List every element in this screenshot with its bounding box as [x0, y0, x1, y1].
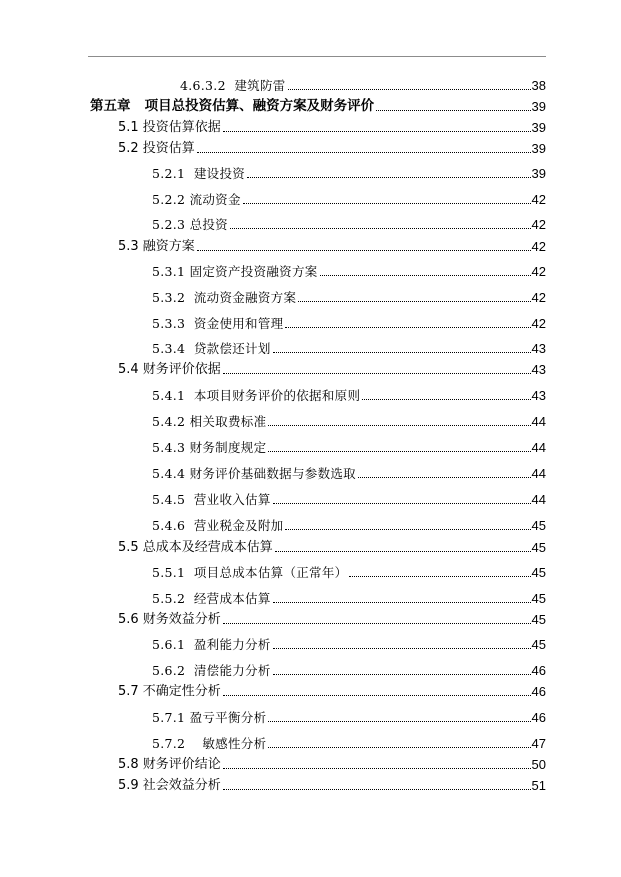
header-rule [88, 56, 546, 57]
toc-entry-page: 39 [531, 99, 546, 114]
toc-entry-page: 39 [531, 166, 546, 181]
toc-entry[interactable] [118, 754, 546, 772]
dot-leader [223, 789, 531, 790]
toc-entry-label: 5.6.2 清偿能力分析 [152, 663, 271, 678]
toc-entry[interactable] [152, 189, 546, 207]
toc-entry-label: 5.2.2 流动资金 [152, 192, 241, 207]
toc-entry[interactable] [152, 588, 546, 606]
toc-entry-page: 46 [531, 684, 546, 699]
dot-leader [273, 352, 531, 353]
toc-entry[interactable] [118, 236, 546, 254]
toc-entry-label: 5.3.4 贷款偿还计划 [152, 341, 271, 356]
toc-entry-label: 5.4 财务评价依据 [118, 362, 221, 377]
toc-entry[interactable] [152, 261, 546, 279]
toc-entry[interactable] [152, 437, 546, 455]
toc-entry-page: 45 [531, 540, 546, 555]
toc-entry[interactable] [152, 313, 546, 331]
dot-leader [223, 131, 531, 132]
toc-entry[interactable] [152, 287, 546, 305]
toc-entry-label: 5.4.2 相关取费标准 [152, 414, 267, 429]
toc-entry-page: 44 [531, 414, 546, 429]
toc-entry-label: 5.2.3 总投资 [152, 217, 228, 232]
toc-entry-label: 5.3.1 固定资产投资融资方案 [152, 264, 318, 279]
toc-entry-page: 45 [531, 591, 546, 606]
dot-leader [268, 747, 530, 748]
toc-entry[interactable] [118, 775, 546, 793]
dot-leader [298, 301, 530, 302]
toc-entry[interactable] [152, 489, 546, 507]
toc-entry-label: 5.2.1 建设投资 [152, 166, 246, 181]
dot-leader [273, 648, 531, 649]
toc-entry-label: 5.6 财务效益分析 [118, 612, 221, 627]
dot-leader [268, 721, 530, 722]
toc-entry-page: 46 [531, 710, 546, 725]
toc-entry[interactable] [152, 214, 546, 232]
toc-entry-label: 5.3 融资方案 [118, 239, 195, 254]
toc-entry-page: 42 [531, 264, 546, 279]
toc-entry[interactable] [118, 681, 546, 699]
toc-entry-page: 42 [531, 217, 546, 232]
dot-leader [197, 250, 531, 251]
toc-entry-label: 5.3.3 资金使用和管理 [152, 316, 284, 331]
dot-leader [268, 425, 530, 426]
toc-entry-page: 50 [531, 757, 546, 772]
toc-entry-page: 44 [531, 492, 546, 507]
toc-entry-page: 43 [531, 362, 546, 377]
toc-entry-page: 51 [531, 778, 546, 793]
toc-entry-page: 43 [531, 341, 546, 356]
dot-leader [223, 623, 531, 624]
toc-entry-label: 5.5.2 经营成本估算 [152, 591, 271, 606]
dot-leader [358, 477, 531, 478]
toc-entry-label: 5.7 不确定性分析 [118, 684, 221, 699]
toc-entry-page: 46 [531, 663, 546, 678]
toc-entry-label: 5.4.1 本项目财务评价的依据和原则 [152, 388, 361, 403]
dot-leader [268, 451, 530, 452]
toc-entry-label: 5.6.1 盈利能力分析 [152, 637, 271, 652]
toc-entry-label: 5.5 总成本及经营成本估算 [118, 540, 273, 555]
toc-entry-page: 39 [531, 141, 546, 156]
toc-entry[interactable] [152, 385, 546, 403]
toc-entry[interactable] [118, 138, 546, 156]
toc-entry[interactable] [152, 707, 546, 725]
toc-entry-page: 45 [531, 565, 546, 580]
toc-entry-label: 第五章 项目总投资估算、融资方案及财务评价 [90, 98, 375, 114]
dot-leader [362, 399, 530, 400]
toc-entry-label: 5.4.5 营业收入估算 [152, 492, 271, 507]
toc-entry[interactable] [152, 562, 546, 580]
toc-entry-page: 42 [531, 192, 546, 207]
dot-leader [243, 203, 531, 204]
toc-entry-label: 5.4.3 财务制度规定 [152, 440, 267, 455]
toc-entry-page: 45 [531, 637, 546, 652]
toc-entry-label: 5.9 社会效益分析 [118, 778, 221, 793]
dot-leader [285, 529, 530, 530]
toc-entry[interactable] [152, 163, 546, 181]
toc-entry[interactable] [118, 359, 546, 377]
toc-entry-label: 5.5.1 项目总成本估算（正常年） [152, 565, 348, 580]
dot-leader [285, 327, 530, 328]
toc-entry-page: 39 [531, 120, 546, 135]
toc-entry[interactable] [152, 660, 546, 678]
toc-entry-page: 42 [531, 316, 546, 331]
toc-entry-label: 5.8 财务评价结论 [118, 757, 221, 772]
toc-entry-page: 43 [531, 388, 546, 403]
dot-leader [376, 110, 530, 111]
dot-leader [230, 228, 531, 229]
toc-entry-label: 5.3.2 流动资金融资方案 [152, 290, 297, 305]
dot-leader [273, 503, 531, 504]
toc-entry-page: 38 [531, 78, 546, 93]
toc-entry-page: 47 [531, 736, 546, 751]
dot-leader [275, 551, 531, 552]
toc-entry-page: 42 [531, 239, 546, 254]
toc-entry-page: 45 [531, 518, 546, 533]
toc-entry[interactable] [152, 733, 546, 751]
dot-leader [197, 152, 531, 153]
toc-entry[interactable] [180, 75, 546, 93]
toc-entry[interactable] [118, 117, 546, 135]
dot-leader [223, 373, 531, 374]
dot-leader [273, 602, 531, 603]
toc-entry-label: 5.1 投资估算依据 [118, 120, 221, 135]
toc-chapter[interactable] [90, 96, 546, 114]
dot-leader [223, 768, 531, 769]
toc-entry[interactable] [152, 411, 546, 429]
toc-entry[interactable] [118, 609, 546, 627]
dot-leader [223, 695, 531, 696]
dot-leader [247, 177, 530, 178]
toc-entry-label: 5.7.2 敏感性分析 [152, 736, 267, 751]
toc-entry[interactable] [152, 515, 546, 533]
dot-leader [273, 674, 531, 675]
toc-entry-label: 5.2 投资估算 [118, 141, 195, 156]
toc-entry-label: 4.6.3.2 建筑防雷 [180, 78, 286, 93]
dot-leader [320, 275, 531, 276]
toc-entry-page: 44 [531, 440, 546, 455]
toc-entry-page: 42 [531, 290, 546, 305]
toc-entry[interactable] [152, 338, 546, 356]
toc-entry[interactable] [152, 634, 546, 652]
toc-entry-label: 5.7.1 盈亏平衡分析 [152, 710, 267, 725]
dot-leader [288, 89, 531, 90]
toc-entry-label: 5.4.4 财务评价基础数据与参数选取 [152, 466, 356, 481]
toc-entry-page: 44 [531, 466, 546, 481]
dot-leader [349, 576, 530, 577]
toc-entry[interactable] [118, 537, 546, 555]
toc-entry[interactable] [152, 463, 546, 481]
toc-entry-label: 5.4.6 营业税金及附加 [152, 518, 284, 533]
toc-entry-page: 45 [531, 612, 546, 627]
